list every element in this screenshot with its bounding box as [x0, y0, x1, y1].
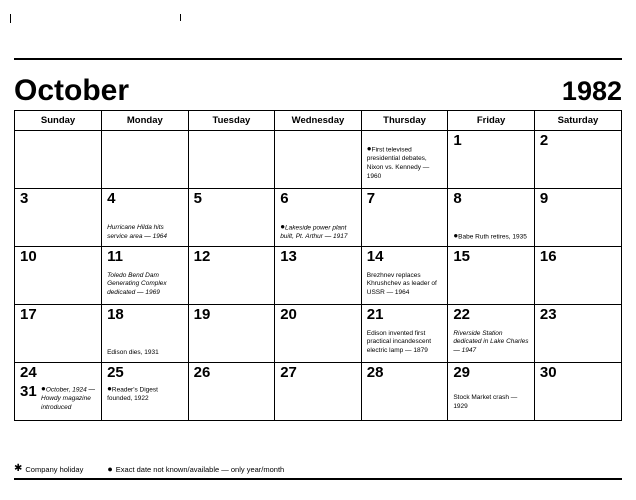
day-number: 30 — [539, 364, 557, 381]
day-cell[interactable] — [188, 247, 275, 305]
asterisk-icon: ✱ — [14, 463, 23, 474]
day-number: 3 — [20, 190, 29, 207]
day-cell[interactable] — [534, 363, 621, 421]
day-cell[interactable] — [448, 131, 535, 189]
day-cell[interactable] — [102, 189, 189, 247]
day-note: Brezhnev replaces Khrushchev as leader of USSR — 1964 — [366, 271, 437, 297]
day-cell-24-31[interactable] — [15, 363, 102, 421]
header-rule — [14, 58, 622, 60]
day-cell[interactable] — [275, 131, 362, 189]
calendar-grid — [14, 110, 622, 421]
footer-rule — [14, 478, 622, 480]
day-cell[interactable] — [534, 247, 621, 305]
day-cell[interactable] — [188, 131, 275, 189]
weekday-tuesday: Tuesday — [188, 111, 275, 131]
dot-icon: ● — [280, 221, 286, 231]
day-cell[interactable] — [534, 305, 621, 363]
day-cell[interactable] — [15, 189, 102, 247]
day-number: 18 — [107, 306, 124, 323]
calendar-week-row — [15, 363, 621, 421]
day-cell[interactable] — [275, 305, 362, 363]
day-number: 1 — [453, 132, 462, 149]
crop-tick-left — [10, 14, 11, 23]
day-cell[interactable] — [15, 247, 102, 305]
day-number: 4 — [107, 190, 116, 207]
day-number: 2 — [539, 132, 549, 149]
day-cell[interactable] — [275, 189, 362, 247]
day-number: 8 — [453, 190, 462, 207]
weekday-sunday: Sunday — [15, 111, 102, 131]
day-cell[interactable] — [361, 189, 448, 247]
day-number: 5 — [193, 190, 202, 207]
day-number: 29 — [453, 364, 470, 381]
day-note: ●Lakeside power plant built, Pt. Arthur — 1917 — [280, 221, 348, 241]
legend-holiday-text: Company holiday — [25, 464, 84, 474]
day-note: ●Babe Ruth retires, 1935 — [453, 230, 527, 241]
day-number: 11 — [107, 248, 123, 265]
day-number: 26 — [193, 364, 211, 381]
day-number: 21 — [366, 306, 384, 323]
day-number: 20 — [280, 306, 297, 323]
day-number: 28 — [366, 364, 384, 381]
day-note: Edison dies, 1931 — [107, 349, 159, 357]
day-cell[interactable] — [102, 131, 189, 189]
day-number: 17 — [20, 306, 37, 323]
calendar-week-row — [15, 131, 621, 189]
day-cell[interactable] — [361, 247, 448, 305]
day-cell[interactable] — [15, 305, 102, 363]
day-cell[interactable] — [275, 247, 362, 305]
day-number: 15 — [453, 248, 470, 265]
day-note: Hurricane Hilda hits service area — 1964 — [107, 224, 168, 241]
day-cell[interactable] — [188, 305, 275, 363]
day-cell[interactable] — [448, 247, 535, 305]
dot-icon: ● — [41, 384, 46, 393]
calendar-week-row — [15, 247, 621, 305]
day-cell[interactable] — [188, 363, 275, 421]
calendar-week-row — [15, 189, 621, 247]
day-note: ●First televised presidential debates, Nixon vs. Kennedy — 1960 — [366, 144, 430, 180]
legend-approx-date-text: Exact date not known/available — only year/month — [115, 464, 285, 474]
weekday-monday: Monday — [102, 111, 189, 131]
day-number: 16 — [539, 248, 557, 265]
day-cell[interactable] — [275, 363, 362, 421]
day-cell[interactable] — [448, 305, 535, 363]
day-number-secondary: 31 — [20, 383, 37, 400]
day-note: Stock Market crash — 1929 — [453, 394, 518, 411]
day-number: 10 — [20, 248, 37, 265]
day-note: Toledo Bend Dam Generating Complex dedicated — 1969 — [107, 271, 167, 297]
day-cell[interactable] — [448, 363, 535, 421]
day-cell[interactable] — [102, 247, 189, 305]
day-cell[interactable] — [361, 131, 448, 189]
day-number: 25 — [107, 364, 124, 381]
day-number: 12 — [193, 248, 211, 265]
day-cell[interactable] — [448, 189, 535, 247]
day-cell[interactable] — [102, 305, 189, 363]
day-number: 27 — [280, 364, 297, 381]
day-cell[interactable] — [15, 131, 102, 189]
dot-icon: ● — [107, 463, 113, 474]
day-note: ●October, 1924 — Howdy magazine introduced — [41, 384, 95, 412]
dot-icon: ● — [107, 384, 112, 393]
day-number: 19 — [193, 306, 211, 323]
weekday-wednesday: Wednesday — [275, 111, 362, 131]
day-number: 23 — [539, 306, 557, 323]
day-cell[interactable] — [534, 131, 621, 189]
day-number: 7 — [366, 190, 376, 207]
day-number: 14 — [366, 248, 384, 265]
year-title: 1982 — [561, 76, 622, 106]
weekday-friday: Friday — [448, 111, 535, 131]
day-note: Riverside Station dedicated in Lake Charles — 1947 — [453, 329, 529, 355]
dot-icon: ● — [366, 144, 372, 153]
calendar-week-row — [15, 305, 621, 363]
day-cell[interactable] — [534, 189, 621, 247]
day-number: 9 — [539, 190, 549, 207]
crop-tick-center — [180, 14, 181, 21]
day-number: 13 — [280, 248, 297, 265]
day-cell[interactable] — [102, 363, 189, 421]
calendar-header — [14, 64, 622, 108]
day-number: 24 — [20, 364, 37, 381]
day-cell[interactable] — [361, 305, 448, 363]
weekday-saturday: Saturday — [534, 111, 621, 131]
weekday-thursday: Thursday — [361, 111, 448, 131]
day-note: Edison invented first practical incandescent electric lamp — 1879 — [366, 329, 432, 355]
month-title: October — [14, 74, 130, 107]
weekday-header-row — [15, 111, 621, 131]
legend — [14, 464, 622, 474]
day-number: 22 — [453, 306, 470, 323]
day-note: ●Reader's Digest founded, 1922 — [107, 384, 158, 403]
day-cell[interactable] — [361, 363, 448, 421]
dot-icon: ● — [453, 230, 459, 240]
day-cell[interactable] — [188, 189, 275, 247]
day-number: 6 — [280, 190, 289, 207]
